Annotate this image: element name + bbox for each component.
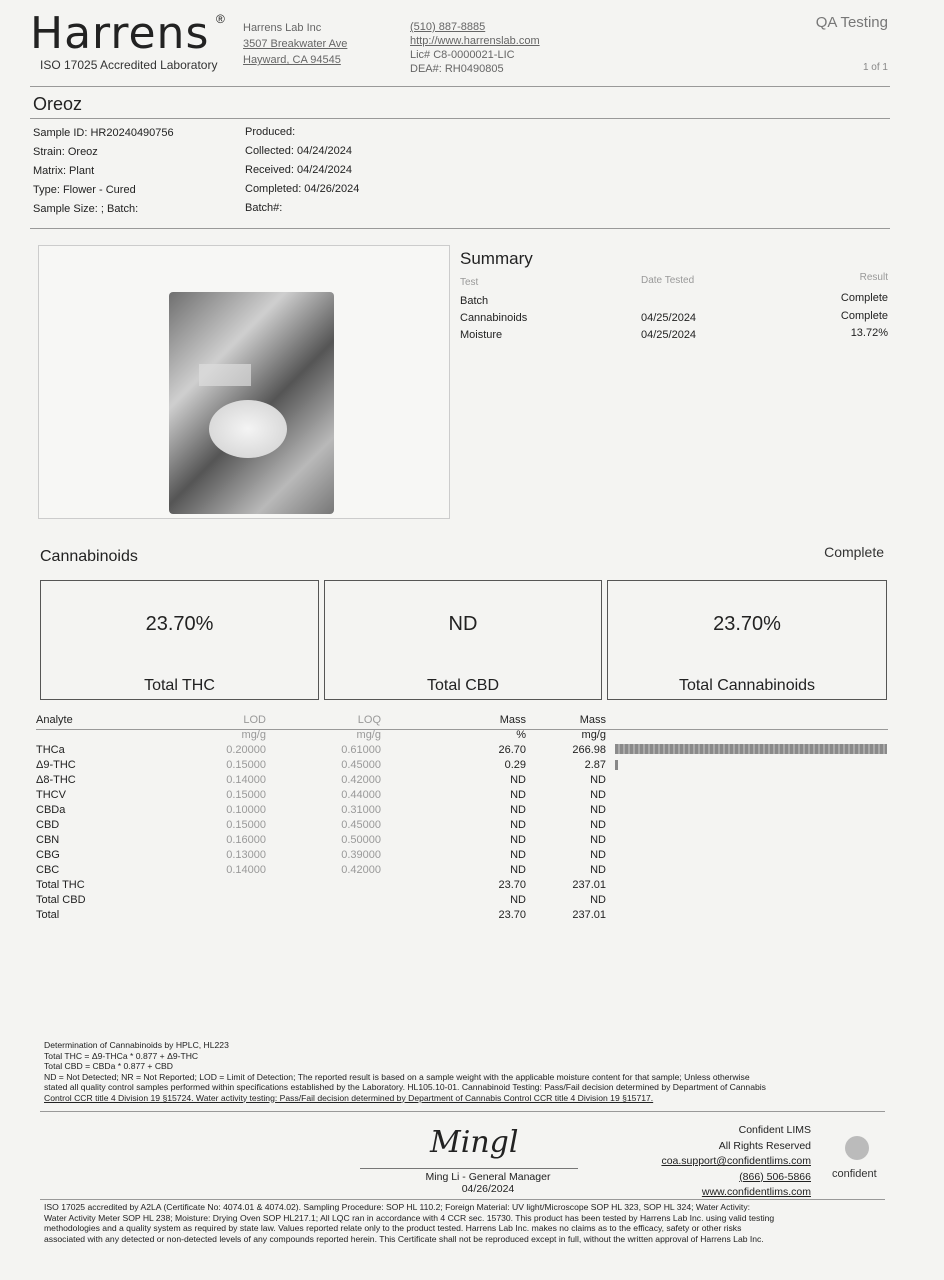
sample-completed: Completed: 04/26/2024 [245,183,360,195]
confident-website[interactable]: www.confidentlims.com [701,1186,811,1198]
table-row [36,818,606,833]
analyte-cell: CBN [36,834,60,846]
analyte-cell: CBG [36,849,60,861]
analyte-cell: THCV [36,789,66,801]
lod-cell [136,878,266,893]
lod-cell: 0.16000 [226,834,266,846]
total-cannabinoids-label: Total Cannabinoids [678,677,816,694]
lab-website[interactable]: http://www.harrenslab.com [410,35,540,47]
info-divider [30,228,890,229]
loq-cell: 0.42000 [341,864,381,876]
lod-cell: 0.14000 [226,774,266,786]
mass-mgg-cell: 237.01 [572,909,606,921]
table-row [36,788,606,803]
lod-cell [136,908,266,923]
confident-phone[interactable]: (866) 506-5866 [739,1170,811,1183]
loq-cell [266,893,381,908]
analyte-cell: Total THC [36,879,85,891]
page-number: 1 of 1 [862,62,888,73]
signature-line [360,1168,578,1169]
lab-phone[interactable]: (510) 887-8885 [410,21,486,33]
mass-pct-cell: ND [510,789,526,801]
note-line: Total CBD = CBDa * 0.877 + CBD [44,1061,173,1071]
product-bag-image [169,292,334,514]
summary-col-result: Result [859,272,888,283]
sample-produced: Produced: [245,126,296,138]
footer-line: methodologies and a quality system as required by state law. Values reported relate only to the product tested. Harrens Lab Inc. makes no claims as to the efficacy, safety or other risks [44,1223,742,1233]
mass-pct-cell: ND [510,804,526,816]
summary-title: Summary [460,249,533,268]
summary-row-date: 04/25/2024 [641,329,697,341]
mass-pct-cell: ND [510,849,526,861]
sample-collected: Collected: 04/24/2024 [245,145,353,157]
loq-cell: 0.31000 [341,804,381,816]
loq-cell [266,908,381,923]
analyte-cell: Total CBD [36,894,86,906]
loq-cell [266,878,381,893]
cannabinoid-table [36,713,606,923]
analyte-cell: THCa [36,744,65,756]
loq-cell: 0.45000 [341,819,381,831]
lod-cell: 0.13000 [226,849,266,861]
mass-mgg-cell: ND [590,834,606,846]
sample-type: Type: Flower - Cured [33,184,136,196]
mass-pct-cell: ND [510,894,526,906]
col-lod: LOD [243,714,266,726]
lod-cell [136,893,266,908]
note-line: Control CCR title 4 Division 19 §15724. Water activity testing: Pass/Fail decision determined by Department of Cannabis Control CCR title 4 Division 19 §15717. [44,1092,654,1103]
mass-mgg-cell: 266.98 [572,744,606,756]
mass-pct-cell: ND [510,864,526,876]
total-cannabinoids-box [607,580,887,700]
analyte-cell: Total [36,909,60,921]
lab-address-block [243,20,347,68]
table-row [36,758,606,773]
mass-mgg-cell: ND [590,804,606,816]
sample-name: Oreoz [33,94,83,114]
note-line: stated all quality control samples performed within specifications established by the Laboratory. HL105.10-01. Cannabinoid Testing: Pass/Fail decision determined by Department of Cannabis [44,1082,766,1092]
document-type: QA Testing [815,14,888,31]
table-row [36,833,606,848]
summary-row-result: Complete [840,292,888,304]
table-row [36,893,606,908]
notes-divider [40,1111,885,1112]
confident-lims-name: Confident LIMS [738,1124,811,1136]
analyte-cell: CBD [36,819,60,831]
total-thc-box [40,580,319,700]
analyte-cell: Δ8-THC [36,774,76,786]
d9thc-result-bar [615,760,618,770]
mass-pct-cell: 23.70 [498,909,526,921]
mass-pct-cell: ND [510,834,526,846]
mass-mgg-cell: 2.87 [584,759,606,771]
confident-rights: All Rights Reserved [718,1139,811,1152]
cannabinoids-status: Complete [824,544,884,560]
summary-row-test: Cannabinoids [460,312,528,324]
footer-line: ISO 17025 accredited by A2LA (Certificate No: 4074.01 & 4074.02). Sampling Procedure: SOP HL 110.2; Foreign Material: UV light/Microscope SOP HL 323, SOP HL 324; Water Activity: [44,1202,751,1212]
mass-mgg-cell: ND [590,789,606,801]
mass-mgg-cell: ND [590,774,606,786]
signer-block [398,1171,578,1195]
analyte-cell: CBC [36,864,60,876]
note-line: Total THC = Δ9-THCa * 0.877 + Δ9-THC [44,1050,199,1061]
lod-cell: 0.15000 [226,819,266,831]
confident-logo-text: confident [832,1168,877,1180]
lod-cell: 0.20000 [226,744,266,756]
col-mass-mgg: Mass [579,714,606,726]
sample-received: Received: 04/24/2024 [245,164,353,176]
summary-row-test: Moisture [460,329,503,341]
summary-col-test: Test [460,277,479,288]
col-loq: LOQ [357,714,381,726]
loq-cell: 0.45000 [341,759,381,771]
footer-line: associated with any detected or non-detected levels of any compounds reported herein. This Certificate shall not be reproduced except in full, without the written approval of Harrens Lab Inc. [44,1233,764,1244]
lod-cell: 0.15000 [226,789,266,801]
mass-mgg-cell: ND [590,849,606,861]
col-mass-pct: Mass [499,714,526,726]
total-thc-value: 23.70% [145,613,214,635]
summary-row-result: 13.72% [850,327,888,339]
table-row [36,848,606,863]
lab-dea: DEA#: RH0490805 [410,63,504,75]
sample-size: Sample Size: ; Batch: [33,203,139,215]
table-row [36,878,606,893]
unit-loq: mg/g [356,729,381,741]
signature-image: Mingl [430,1125,519,1160]
analyte-cell: Δ9-THC [36,759,76,771]
mass-pct-cell: ND [510,774,526,786]
harrens-logo: Harrens [30,8,210,59]
analyte-cell: CBDa [36,804,66,816]
accreditation-footer [44,1202,894,1244]
lod-cell: 0.10000 [226,804,266,816]
lab-contact-block [410,20,540,76]
table-header-row [36,713,606,728]
unit-lod: mg/g [241,729,266,741]
table-units-row [36,728,606,743]
signer-name: Ming Li - General Manager [425,1171,551,1183]
lab-license: Lic# C8-0000021-LIC [410,49,515,61]
confident-logo-icon [845,1136,869,1160]
lab-name: Harrens Lab Inc [243,22,322,34]
note-line: Determination of Cannabinoids by HPLC, HL223 [44,1040,229,1050]
loq-cell: 0.61000 [341,744,381,756]
footer-line: Water Activity Meter SOP HL 238; Moisture: Drying Oven SOP HL217.1; All LQC ran in accordance with 4 CCR sec. 15730. This product has been tested by Harrens Lab Inc. using valid testing [44,1212,775,1223]
total-cbd-label: Total CBD [426,677,500,694]
sample-details-left [33,124,174,219]
lab-address-line1: 3507 Breakwater Ave [243,38,348,50]
loq-cell: 0.39000 [341,849,381,861]
sample-id: Sample ID: HR20240490756 [33,127,174,139]
summary-row-date: 04/25/2024 [641,312,697,324]
mass-pct-cell: 23.70 [498,879,526,891]
sample-matrix: Matrix: Plant [33,165,95,177]
sample-batch: Batch#: [245,202,283,214]
bag-label [199,364,251,386]
total-cannabinoids-value: 23.70% [713,613,781,635]
loq-cell: 0.42000 [341,774,381,786]
table-row [36,743,606,758]
unit-mass-pct: % [516,729,526,741]
confident-email[interactable]: coa.support@confidentlims.com [661,1155,811,1167]
sample-details-right [245,123,359,218]
table-row [36,908,606,923]
total-cbd-value: ND [448,613,478,635]
signed-date: 04/26/2024 [461,1183,515,1195]
summary-row-result: Complete [840,310,888,322]
loq-cell: 0.44000 [341,789,381,801]
mass-mgg-cell: ND [590,819,606,831]
registered-mark: ® [216,12,225,26]
confident-lims-block [661,1123,811,1201]
unit-mass-mgg: mg/g [581,729,606,741]
bag-window [209,400,287,458]
lod-cell: 0.15000 [226,759,266,771]
footer-divider [40,1199,885,1200]
table-row [36,773,606,788]
total-cbd-box [324,580,602,700]
summary-row-test: Batch [460,295,489,307]
mass-pct-cell: ND [510,819,526,831]
table-row [36,803,606,818]
iso-accreditation: ISO 17025 Accredited Laboratory [40,58,218,72]
total-thc-label: Total THC [144,677,215,694]
mass-pct-cell: 0.29 [504,759,526,771]
thca-result-bar [615,744,887,754]
note-line: ND = Not Detected; NR = Not Reported; LOD = Limit of Detection; The reported result is based on a sample weight with the applicable moisture content for that sample; Unless otherwise [44,1071,750,1082]
sample-strain: Strain: Oreoz [33,146,98,158]
table-row [36,863,606,878]
lab-address-line2: Hayward, CA 94545 [243,54,341,66]
mass-mgg-cell: 237.01 [572,879,606,891]
mass-pct-cell: 26.70 [498,744,526,756]
title-divider [30,118,890,119]
cannabinoids-title: Cannabinoids [40,548,138,565]
method-notes [44,1040,894,1103]
loq-cell: 0.50000 [341,834,381,846]
header-divider [30,86,890,87]
summary-col-date: Date Tested [641,275,695,286]
mass-mgg-cell: ND [590,894,606,906]
mass-mgg-cell: ND [590,864,606,876]
sample-photo [38,245,450,519]
col-analyte: Analyte [36,714,73,726]
lod-cell: 0.14000 [226,864,266,876]
